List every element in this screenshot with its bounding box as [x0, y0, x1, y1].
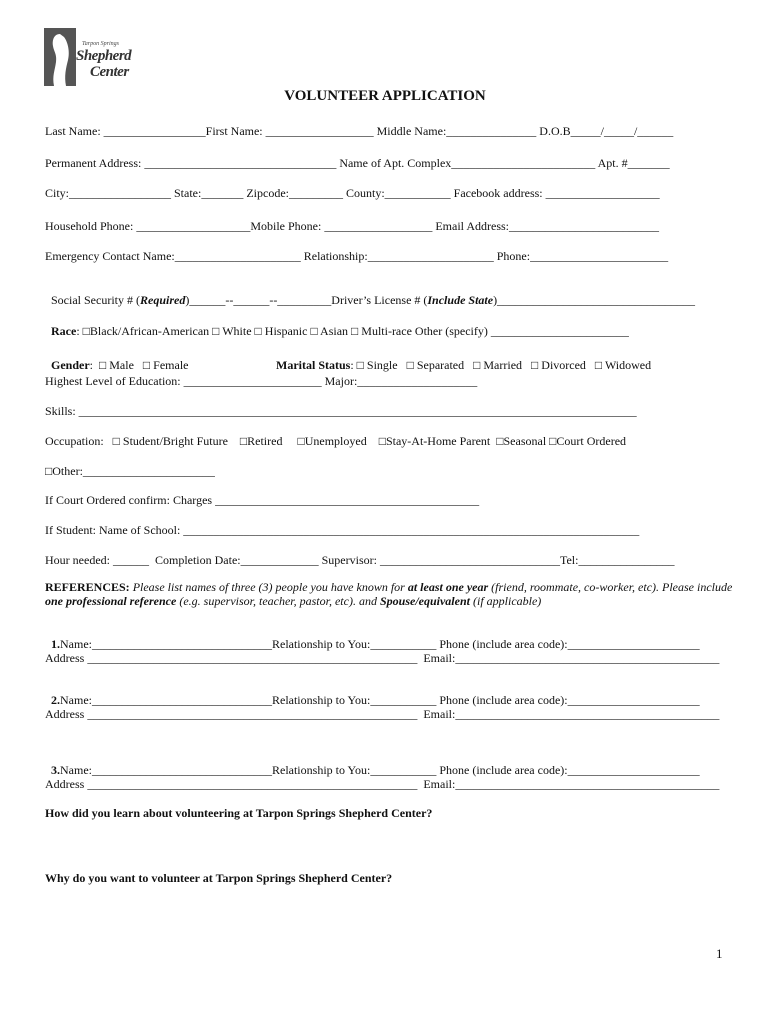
reference-1-address-row[interactable]: Address _______________________________________________________ Email:____________________________________________ — [45, 651, 720, 665]
marital-label: Marital Status — [276, 358, 351, 372]
gender-row[interactable] — [45, 344, 188, 372]
ssn-license-fields: )______--______--_________Driver’s License # ( — [185, 293, 428, 307]
license-field: )_________________________________ — [493, 293, 696, 307]
marital-options[interactable]: : □ Single □ Separated □ Married □ Divorced □ Widowed — [350, 358, 652, 372]
court-ordered-row[interactable]: If Court Ordered confirm: Charges ____________________________________________ — [45, 493, 480, 507]
page-number: 1 — [716, 946, 723, 961]
ssn-label: Social Security # ( — [51, 293, 140, 307]
reference-number: 2. — [51, 693, 60, 707]
ssn-license-row[interactable] — [45, 279, 695, 307]
emergency-contact-row[interactable]: Emergency Contact Name:_____________________ Relationship:_____________________ Phone:_______________________ — [45, 249, 669, 263]
include-state-note: Include State — [427, 293, 494, 307]
question-how-learned: How did you learn about volunteering at Tarpon Springs Shepherd Center? — [45, 806, 433, 820]
gender-label: Gender — [51, 358, 90, 372]
reference-3-name-row[interactable]: 3.Name:______________________________Relationship to You:___________ Phone (include area code):______________________ — [51, 763, 700, 777]
references-label: REFERENCES: — [45, 580, 130, 594]
shepherd-silhouette-icon — [44, 28, 80, 86]
marital-status-row[interactable] — [270, 344, 651, 372]
hours-row[interactable]: Hour needed: ______ Completion Date:_____________ Supervisor: ______________________________Tel:________________ — [45, 553, 675, 567]
reference-number: 3. — [51, 763, 60, 777]
reference-1-name-row[interactable]: 1.Name:______________________________Relationship to You:___________ Phone (include area code):______________________ — [51, 637, 700, 651]
phone-email-row[interactable]: Household Phone: ___________________Mobile Phone: __________________ Email Address:_________________________ — [45, 219, 659, 233]
race-row[interactable] — [45, 310, 629, 338]
shepherd-center-logo — [44, 28, 134, 88]
race-label: Race — [51, 324, 77, 338]
school-row[interactable]: If Student: Name of School: ____________________________________________________________________________ — [45, 523, 640, 537]
question-why-volunteer: Why do you want to volunteer at Tarpon Springs Shepherd Center? — [45, 871, 393, 885]
reference-number: 1. — [51, 637, 60, 651]
reference-2-name-row[interactable]: 2.Name:______________________________Relationship to You:___________ Phone (include area code):______________________ — [51, 693, 700, 707]
skills-row[interactable]: Skills: _____________________________________________________________________________________________ — [45, 404, 637, 418]
reference-2-address-row[interactable]: Address _______________________________________________________ Email:____________________________________________ — [45, 707, 720, 721]
logo-line2: Center — [90, 64, 129, 80]
required-note: Required — [139, 293, 186, 307]
references-instructions: REFERENCES: Please list names of three (3) people you have known for at least one year (friend, roommate, co-worker, etc). Please include one professional reference (e.g. supervisor, teacher, pastor, etc). and Spouse/equivalent (if applicable) — [45, 580, 733, 608]
education-row[interactable]: Highest Level of Education: _______________________ Major:____________________ — [45, 374, 478, 388]
address-row[interactable]: Permanent Address: ________________________________ Name of Apt. Complex________________________ Apt. #_______ — [45, 156, 670, 170]
logo-top-text: Tarpon Springs — [82, 41, 119, 47]
occupation-row[interactable]: Occupation: □ Student/Bright Future □Retired □Unemployed □Stay-At-Home Parent □Seasonal □Court Ordered — [45, 434, 627, 448]
logo-line1: Shepherd — [76, 48, 132, 64]
reference-3-address-row[interactable]: Address _______________________________________________________ Email:____________________________________________ — [45, 777, 720, 791]
other-occupation-row[interactable]: □Other:______________________ — [45, 464, 215, 478]
race-options[interactable]: : □Black/African-American □ White □ Hispanic □ Asian □ Multi-race Other (specify) _______________________ — [76, 324, 629, 338]
name-dob-row[interactable]: Last Name: _________________First Name: __________________ Middle Name:_______________ D.O.B_____/_____/______ — [45, 124, 674, 138]
page-title: VOLUNTEER APPLICATION — [284, 88, 486, 104]
gender-options[interactable]: : □ Male □ Female — [89, 358, 189, 372]
city-state-row[interactable]: City:_________________ State:_______ Zipcode:_________ County:___________ Facebook address: ___________________ — [45, 186, 660, 200]
